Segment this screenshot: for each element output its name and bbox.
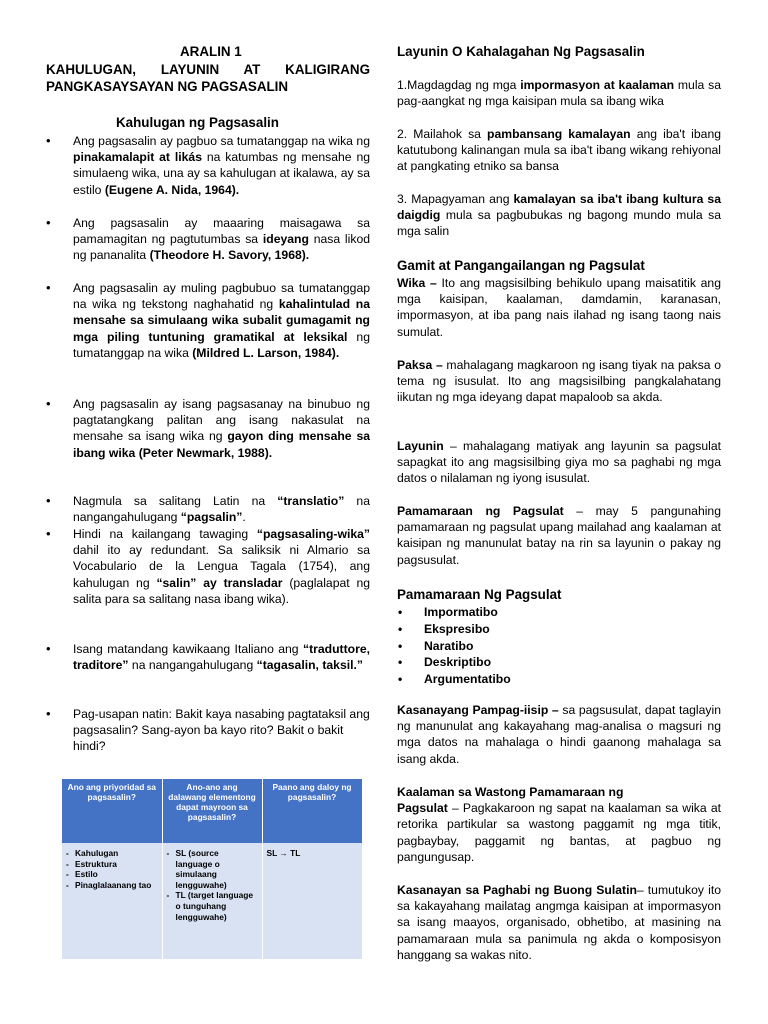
list-item: • Ekspresibo [397,621,511,638]
list-item: - Estruktura [66,859,158,870]
lesson-title-line2: PANGKASAYSAYAN NG PAGSASALIN [46,79,289,94]
table-header: Ano ang priyoridad sa pagsasalin? [62,779,162,843]
table-cell: SL → TL [262,843,362,959]
list-item: - TL (target language o tunguhang lengguwahe) [167,890,258,922]
list-item: • Nagmula sa salitang Latin na “translatio” na nangangahulugang “pagsalin”. [46,493,370,525]
table-header: Paano ang daloy ng pagsasalin? [262,779,362,843]
lesson-number: ARALIN 1 [180,44,242,59]
bullet-icon: • [46,215,51,230]
list-item: - SL (source language o simulaang lengguwahe) [167,848,258,890]
bullet-icon: • [46,280,51,295]
list-item: Kaalaman sa Wastong Pamamaraan ng Pagsulat – Pagkakaroon ng sapat na kaalaman sa wika at retorika partikular sa wastong paggamit ng mga titik, pagbaybay, paggamit ng bantas, at pagbuo ng pangungusap. [397,785,721,864]
summary-table [62,779,363,959]
list-item: • Ang pagsasalin ay maaaring maisagawa sa pamamagitan ng pagtutumbas sa ideyang nasa likod ng pananalita (Theodore H. Savory, 1968). [46,215,370,263]
list-item: 2. Mailahok sa pambansang kamalayan ang iba't ibang katutubong kalinangan mula sa iba't ibang wikang rehiyonal at pangkating etniko sa bansa [397,127,721,174]
lesson-title-line1: KAHULUGAN, LAYUNIN AT KALIGIRANG [46,62,370,77]
list-item: • Pag-usapan natin: Bakit kaya nasabing pagtataksil ang pagsasalin? Sang-ayon ba kayo rito? Bakit o bakit hindi? [46,706,370,754]
list-item: • Impormatibo [397,604,511,621]
list-item: Pamamaraan ng Pagsulat – may 5 pangunahing pamamaraan ng pagsulat upang mailahad ang kaalaman at kaisipan ng manunulat batay na rin sa layunin o pakay ng pagsusulat. [397,504,721,567]
section-heading-pamamaraan: Pamamaraan Ng Pagsulat [397,587,562,602]
bullet-icon: • [46,396,51,411]
table-cell [62,843,162,959]
list-item: - Kahulugan [66,848,158,859]
list-item: • Argumentatibo [397,671,511,688]
table-header: Ano-ano ang dalawang elementong dapat mayroon sa pagsasalin? [162,779,262,843]
table-cell [162,843,262,959]
list-item: Kasanayang Pampag-iisip – sa pagsusulat, dapat taglayin ng manunulat ang kakayahang mag-analisa o magsuri ng mga datos na mahalaga o hindi gaanong mahalaga sa isang akda. [397,703,721,766]
list-item: - Estilo [66,869,158,880]
bullet-icon: • [46,641,51,656]
section-heading-layunin: Layunin O Kahalagahan Ng Pagsasalin [397,44,645,59]
list-item: • Ang pagsasalin ay muling pagbubuo sa tumatanggap na wika ng tekstong naghahatid ng kahalintulad na mensahe sa simulaang wika subalit gumagamit ng mga piling tuntuning gramatikal at leksikal ng tumatanggap na wika (Mildred L. Larson, 1984). [46,280,370,360]
bullet-icon: • [46,493,51,508]
list-item: Wika – Ito ang magsisilbing behikulo upang maisatitik ang mga kaisipan, kaalaman, damdamin, karanasan, impormasyon, at iba pang nais ilahad ng isang taong nais sumulat. [397,276,721,339]
section-heading-kahulugan: Kahulugan ng Pagsasalin [116,115,279,130]
pamamaraan-list [397,604,511,688]
list-item: 1.Magdagdag ng mga impormasyon at kaalaman mula sa pag-aangkat ng mga kaisipan mula sa ibang wika [397,78,721,109]
bullet-icon: • [46,706,51,721]
list-item: • Isang matandang kawikaang Italiano ang “traduttore, traditore” na nangangahulugang “tagasalin, taksil.” [46,641,370,673]
list-item: Layunin – mahalagang matiyak ang layunin sa pagsulat sapagkat ito ang magsisilbing giya mo sa paghabi ng mga datos o nilalaman ng iyong isusulat. [397,439,721,486]
list-item: • Ang pagsasalin ay pagbuo sa tumatanggap na wika ng pinakamalapit at likás na katumbas ng mensahe ng simulaeng wika, una ay sa kahulugan at ikalawa, ay sa estilo (Eugene A. Nida, 1964). [46,133,371,197]
list-item: Paksa – mahalagang magkaroon ng isang tiyak na paksa o tema ng isusulat. Ito ang magsisilbing pangkalahatang iikutan ng mga ideyang dapat mapaloob sa akda. [397,358,722,405]
bullet-icon: • [46,133,51,148]
list-item: • Deskriptibo [397,654,511,671]
section-heading-gamit: Gamit at Pangangailangan ng Pagsulat [397,258,645,273]
list-item: • Naratibo [397,638,511,655]
bullet-icon: • [46,526,51,541]
list-item: - Pinaglalaanang tao [66,880,158,891]
list-item: • Ang pagsasalin ay isang pagsasanay na binubuo ng pagtatangkang palitan ang isang nakasulat na mensahe sa isang wika ng gayon ding mensahe sa ibang wika (Peter Newmark, 1988). [46,396,370,460]
list-item: Kasanayan sa Paghabi ng Buong Sulatin– tumutukoy ito sa kakayahang mailatag angmga kaisipan at impormasyon sa isang maayos, organisado, obhetibo, at masining na pamamaraan mula sa panimula ng akda o komposisyon hanggang sa wakas nito. [397,883,721,962]
list-item: • Hindi na kailangang tawaging “pagsasaling-wika” dahil ito ay redundant. Sa saliksik ni Almario sa Vocabulario de la Lengua Tagala (1754), ang kahulugan ng “salin” ay transladar (paglalapat ng salita para sa salitang nasa ibang wika). [46,526,370,606]
list-item: 3. Mapagyaman ang kamalayan sa iba't ibang kultura sa daigdig mula sa pagbubukas ng bagong mundo mula sa mga salin [397,192,721,239]
